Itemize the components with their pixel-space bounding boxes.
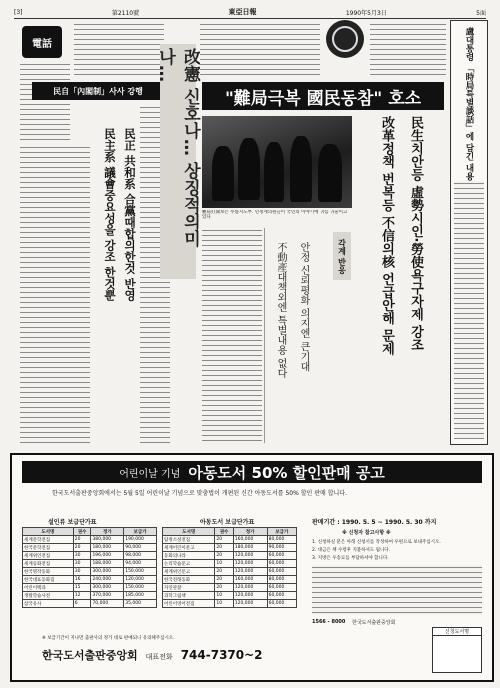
table-cell: 20 — [215, 584, 233, 592]
table-cell: 160,000 — [233, 536, 267, 544]
table-cell: 188,000 — [91, 560, 124, 568]
table-cell: 98,000 — [124, 552, 157, 560]
table-cell: 80,000 — [267, 576, 296, 584]
table-cell: 120,000 — [233, 592, 267, 600]
table-cell: 120,000 — [124, 576, 157, 584]
table-cell: 한국문학전집 — [23, 544, 74, 552]
ad-org: 한국도서출판중앙회 — [42, 649, 138, 662]
table-cell: 10 — [215, 600, 233, 608]
left-body-text-1 — [74, 22, 164, 77]
table-cell: 20 — [73, 536, 91, 544]
photo-caption-text: 難局打開보는 무릎지도부. 민정계의원들이 국민의 이야기에 귀를 귀울이고 있다 — [202, 210, 348, 220]
table-row — [163, 576, 297, 584]
masthead — [14, 6, 486, 19]
table-row — [163, 600, 297, 608]
table-cell: 20 — [215, 552, 233, 560]
table-row — [23, 544, 157, 552]
photo-figure — [264, 142, 284, 202]
table-cell: 30 — [73, 552, 91, 560]
table-cell: 동화의나라 — [163, 552, 215, 560]
reaction-headlines — [273, 242, 311, 442]
table-cell: 세계문학전집 — [23, 536, 74, 544]
table-header-row — [23, 528, 157, 536]
table-cell: 94,000 — [124, 560, 157, 568]
masthead-issue: 第2110號 — [111, 9, 140, 17]
table-cell: 185,000 — [124, 592, 157, 600]
table-cell: 20 — [215, 544, 233, 552]
table-cell: 90,000 — [267, 544, 296, 552]
table-header-cell: 도서명 — [163, 528, 215, 536]
table-cell: 196,000 — [91, 552, 124, 560]
right-sidebar-title: 盧대통령 「時局특별談話」에 담긴 내용 — [464, 27, 474, 181]
sale-period: 판매기간 : 1990. 5. 5 ~ 1990. 5. 30 까지 — [312, 519, 437, 526]
table-row — [23, 600, 157, 608]
note-3: 3. 지방은 우송료를 부담하셔야 합니다. — [312, 556, 389, 561]
masthead-title: 東亞日報 — [228, 8, 257, 16]
table-cell: 20 — [215, 568, 233, 576]
price-table-2 — [162, 527, 297, 608]
table-row — [163, 568, 297, 576]
photo-figure — [318, 144, 342, 202]
table-cell: 150,000 — [124, 568, 157, 576]
table-cell: 60,000 — [267, 592, 296, 600]
table-cell: 12 — [73, 592, 91, 600]
left-headline-2: 民主系 議會중요성을 강조 한것뿐 — [103, 128, 117, 302]
left-body-text-top — [20, 62, 70, 142]
ad-title-main: 아동도서 50% 할인판매 공고 — [188, 463, 385, 482]
left-subhead: 民自「內閣制」사사 강행 — [53, 86, 143, 96]
table-cell: 한국전래동화 — [163, 576, 215, 584]
ad-phone: 744-7370~2 — [180, 648, 263, 662]
table-cell: 16 — [73, 576, 91, 584]
table-cell: 60,000 — [267, 584, 296, 592]
vertical-title-box — [155, 44, 200, 279]
table-cell: 190,000 — [124, 536, 157, 544]
table-cell: 10 — [215, 592, 233, 600]
table1-title: 설인류 보급단가표 — [48, 519, 97, 526]
table-cell: 160,000 — [233, 576, 267, 584]
table-cell: 80,000 — [267, 536, 296, 544]
book-sale-ad — [10, 453, 494, 682]
masthead-page-number: [3] — [14, 8, 23, 16]
table-row — [23, 536, 157, 544]
table-cell: 60,000 — [267, 568, 296, 576]
photo-figure — [238, 138, 260, 200]
table-header-cell: 보급가 — [124, 528, 157, 536]
order-form-title: 신청도서명 — [433, 628, 481, 636]
ad-phone-label: 대표전화 — [145, 653, 173, 661]
table-cell: 세계동화전집 — [23, 560, 74, 568]
table-cell: 370,000 — [91, 592, 124, 600]
table-cell: 90,000 — [124, 544, 157, 552]
photo-caption — [202, 210, 352, 224]
table-header-cell: 정가 — [91, 528, 124, 536]
table-row — [163, 592, 297, 600]
table-cell: 240,000 — [91, 576, 124, 584]
vertical-title: 改憲 신호나… 상징적의미나… — [155, 48, 200, 247]
main-photo — [202, 116, 352, 208]
masthead-date: 1990年5月3日 — [345, 9, 387, 17]
table-row — [23, 576, 157, 584]
main-headline: "難局극복 國民동참" 호소 — [224, 88, 422, 109]
table-cell: 세계위인전집 — [23, 552, 74, 560]
top-body-text — [200, 22, 320, 77]
table-cell: 120,000 — [233, 568, 267, 576]
table-cell: 150,000 — [124, 584, 157, 592]
table-cell: 20 — [215, 576, 233, 584]
org-small: 한국도서출판중앙회 — [352, 620, 396, 626]
table-cell: 탐정소설전집 — [163, 536, 215, 544]
main-body-text — [202, 228, 262, 443]
table-row — [163, 536, 297, 544]
ad-footer — [42, 647, 263, 663]
ad-title-prefix: 어린이날 기념 — [119, 468, 181, 480]
table-cell: 120,000 — [233, 552, 267, 560]
table-cell: 한국대표동화집 — [23, 576, 74, 584]
reaction-box — [264, 228, 353, 443]
table-cell: 300,000 — [91, 568, 124, 576]
photo-figure — [290, 136, 312, 202]
table-cell: 300,000 — [91, 584, 124, 592]
table-cell: 15 — [73, 584, 91, 592]
reaction-label-box — [333, 232, 351, 280]
reaction-headline-1: 안정 신뢰평화 의지엔 큰기대 — [298, 242, 309, 372]
table-cell: 과학그림책 — [163, 592, 215, 600]
table-cell: 10 — [215, 560, 233, 568]
left-logo-text: 電話 — [32, 38, 52, 50]
table-cell: 20 — [73, 544, 91, 552]
table-cell: 70,000 — [91, 600, 124, 608]
table-cell: 380,000 — [91, 536, 124, 544]
table-cell: 어린이영어전집 — [163, 600, 215, 608]
table-cell: 6 — [73, 600, 91, 608]
table-cell: 35,000 — [124, 600, 157, 608]
note-1: 1. 신청하실 분은 아래 신청서를 작성하여 우편으로 보내주십시오. — [312, 540, 441, 545]
ad-title-bar — [22, 461, 482, 483]
photo-figure — [212, 146, 234, 201]
table-row — [163, 584, 297, 592]
table-header-cell: 권수 — [73, 528, 91, 536]
table-cell: 생활학습사전 — [23, 592, 74, 600]
main-subhead-1: 民生치안등 虛勢시인·勞使욕구자제 강조 — [408, 116, 423, 351]
table-cell: 120,000 — [233, 584, 267, 592]
table-cell: 30 — [73, 560, 91, 568]
main-subhead-2: 改革정책 번복등 不信의核 언급안해 문제 — [379, 116, 394, 356]
left-logo-box — [22, 26, 62, 58]
right-sidebar-box — [450, 20, 488, 445]
right-sidebar-body — [454, 181, 484, 439]
table2-title: 아동도서 보급단가표 — [200, 519, 255, 526]
left-body-text-2 — [20, 145, 90, 445]
note-2: 2. 대금은 책 수령후 지불하셔도 됩니다. — [312, 548, 391, 553]
table-row — [23, 592, 157, 600]
main-subhead-block — [356, 116, 446, 436]
top-emblem — [326, 20, 364, 58]
table-cell: 180,000 — [233, 544, 267, 552]
left-headline-block — [90, 128, 138, 358]
left-headline-1: 民正 共和系 合黨때합의한것 반영 — [123, 128, 137, 302]
table-header-row — [163, 528, 297, 536]
table-cell: 삼국유사 — [23, 600, 74, 608]
table-row — [163, 544, 297, 552]
table-cell: 180,000 — [91, 544, 124, 552]
order-form[interactable] — [432, 627, 482, 673]
table-header-cell: 정가 — [233, 528, 267, 536]
table-cell: 20 — [215, 536, 233, 544]
reaction-headline-2: 不動產대책외엔 특별내용 없다 — [275, 242, 286, 379]
price-table-1 — [22, 527, 157, 608]
table-cell: 60,000 — [267, 560, 296, 568]
ad-footnote: ※ 보급기간이 지나면 출판사의 정가 대로 판매되니 유의해주십시오. — [42, 636, 175, 641]
table-header-cell: 도서명 — [23, 528, 74, 536]
table-cell: 60,000 — [267, 600, 296, 608]
table-cell: 120,000 — [233, 560, 267, 568]
left-subhead-banner — [32, 82, 164, 100]
table-cell: 30 — [73, 568, 91, 576]
table-row — [163, 552, 297, 560]
table-cell: 세계어린이문고 — [163, 544, 215, 552]
ad-intro: 한국도서출판중앙회에서는 5월 5일 어린이날 기념으로 맞춤법이 개편된 신간 아동도서를 50% 할인 판매 합니다. — [52, 490, 347, 497]
emblem-icon — [332, 26, 358, 52]
table-header-cell: 권수 — [215, 528, 233, 536]
phone-small: 1566 - 8000 — [312, 619, 346, 625]
table-row — [23, 560, 157, 568]
masthead-page-label: 5面 — [476, 9, 486, 17]
table-cell: 60,000 — [267, 552, 296, 560]
table-cell: 한국명작동화 — [23, 568, 74, 576]
table-row — [23, 584, 157, 592]
table-header-cell: 보급가 — [267, 528, 296, 536]
table-cell: 자연관찰 — [163, 584, 215, 592]
table-row — [23, 568, 157, 576]
reaction-label: 각계 반응 — [337, 238, 347, 274]
main-headline-banner — [202, 82, 444, 110]
notes-body — [312, 565, 482, 615]
table-cell: 세계위인문고 — [163, 568, 215, 576]
table-cell: 120,000 — [233, 600, 267, 608]
table-cell: 어린이백과 — [23, 584, 74, 592]
table-row — [23, 552, 157, 560]
notes-title: ※ 신청자 참고사항 ※ — [342, 530, 391, 536]
top-right-body-text — [370, 22, 446, 77]
table-cell: 논리학습문고 — [163, 560, 215, 568]
table-row — [163, 560, 297, 568]
